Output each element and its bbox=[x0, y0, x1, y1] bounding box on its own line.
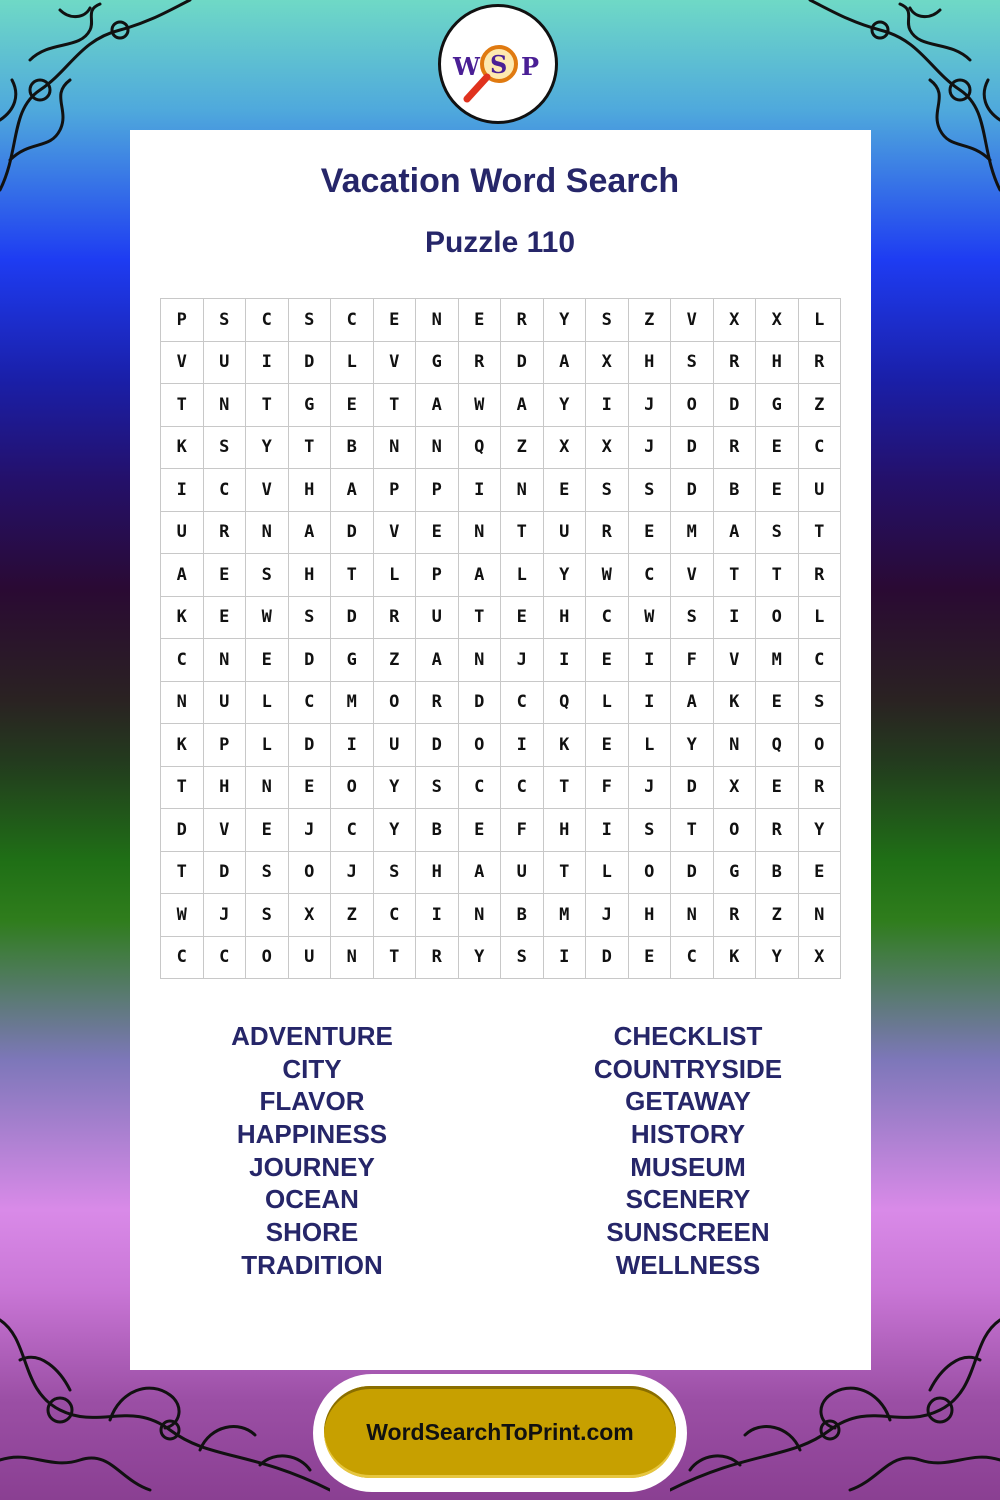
grid-cell[interactable]: Q bbox=[756, 724, 799, 767]
grid-cell[interactable]: V bbox=[373, 511, 416, 554]
grid-cell[interactable]: V bbox=[246, 469, 289, 512]
grid-cell[interactable]: X bbox=[713, 766, 756, 809]
logo-letter-s: S bbox=[490, 50, 508, 79]
grid-cell[interactable]: N bbox=[203, 384, 246, 427]
word-list-item: FLAVOR bbox=[259, 1086, 365, 1117]
grid-cell[interactable]: S bbox=[203, 426, 246, 469]
grid-cell[interactable]: J bbox=[628, 766, 671, 809]
grid-cell[interactable]: K bbox=[543, 724, 586, 767]
grid-cell[interactable]: S bbox=[628, 809, 671, 852]
grid-cell[interactable]: A bbox=[331, 469, 374, 512]
grid-cell[interactable]: F bbox=[501, 809, 544, 852]
grid-cell[interactable]: V bbox=[671, 299, 714, 342]
logo-letter-p: P bbox=[521, 52, 540, 81]
grid-cell[interactable]: R bbox=[586, 511, 629, 554]
grid-cell[interactable]: Y bbox=[373, 809, 416, 852]
grid-cell[interactable]: E bbox=[458, 299, 501, 342]
grid-cell[interactable]: C bbox=[798, 426, 841, 469]
grid-cell[interactable]: R bbox=[798, 554, 841, 597]
word-list-item: CITY bbox=[282, 1053, 342, 1084]
grid-cell[interactable]: S bbox=[288, 299, 331, 342]
grid-cell[interactable]: E bbox=[628, 936, 671, 979]
grid-row bbox=[161, 724, 841, 767]
grid-cell[interactable]: N bbox=[798, 894, 841, 937]
grid-cell[interactable]: U bbox=[416, 596, 459, 639]
word-list-item: SHORE bbox=[265, 1217, 359, 1248]
grid-cell[interactable]: C bbox=[628, 554, 671, 597]
grid-cell[interactable]: M bbox=[543, 894, 586, 937]
grid-cell[interactable]: D bbox=[713, 384, 756, 427]
grid-cell[interactable]: A bbox=[416, 384, 459, 427]
word-list-item: TRADITION bbox=[241, 1249, 383, 1280]
grid-cell[interactable]: Z bbox=[628, 299, 671, 342]
grid-cell[interactable]: V bbox=[671, 554, 714, 597]
grid-cell[interactable]: P bbox=[203, 724, 246, 767]
grid-row bbox=[161, 639, 841, 682]
grid-row bbox=[161, 894, 841, 937]
grid-cell[interactable]: A bbox=[288, 511, 331, 554]
grid-cell[interactable]: U bbox=[203, 681, 246, 724]
grid-cell[interactable]: D bbox=[331, 596, 374, 639]
grid-cell[interactable]: C bbox=[373, 894, 416, 937]
grid-row bbox=[161, 554, 841, 597]
grid-row bbox=[161, 341, 841, 384]
grid-cell[interactable]: A bbox=[501, 384, 544, 427]
grid-cell[interactable]: O bbox=[246, 936, 289, 979]
word-list-item: SUNSCREEN bbox=[606, 1217, 770, 1248]
grid-cell[interactable]: O bbox=[628, 851, 671, 894]
grid-cell[interactable]: E bbox=[416, 511, 459, 554]
grid-cell[interactable]: J bbox=[628, 426, 671, 469]
grid-cell[interactable]: T bbox=[756, 554, 799, 597]
grid-cell[interactable]: N bbox=[331, 936, 374, 979]
grid-cell[interactable]: S bbox=[373, 851, 416, 894]
grid-cell[interactable]: X bbox=[798, 936, 841, 979]
grid-row bbox=[161, 936, 841, 979]
grid-cell[interactable]: S bbox=[798, 681, 841, 724]
grid-cell[interactable]: T bbox=[543, 766, 586, 809]
grid-cell[interactable]: Y bbox=[543, 299, 586, 342]
grid-cell[interactable]: Z bbox=[373, 639, 416, 682]
grid-cell[interactable]: L bbox=[246, 681, 289, 724]
grid-cell[interactable]: X bbox=[713, 299, 756, 342]
grid-cell[interactable]: O bbox=[798, 724, 841, 767]
grid-cell[interactable]: I bbox=[628, 639, 671, 682]
grid-cell[interactable]: E bbox=[288, 766, 331, 809]
word-list-item: ADVENTURE bbox=[231, 1021, 393, 1051]
grid-cell[interactable]: Z bbox=[756, 894, 799, 937]
grid-cell[interactable]: D bbox=[671, 469, 714, 512]
grid-cell[interactable]: U bbox=[798, 469, 841, 512]
grid-cell[interactable]: X bbox=[756, 299, 799, 342]
grid-cell[interactable]: T bbox=[671, 809, 714, 852]
grid-cell[interactable]: C bbox=[203, 469, 246, 512]
grid-cell[interactable]: S bbox=[246, 554, 289, 597]
grid-cell[interactable]: M bbox=[671, 511, 714, 554]
grid-cell[interactable]: E bbox=[756, 681, 799, 724]
grid-cell[interactable]: C bbox=[501, 766, 544, 809]
grid-cell[interactable]: N bbox=[501, 469, 544, 512]
grid-cell[interactable]: D bbox=[288, 341, 331, 384]
grid-cell[interactable]: E bbox=[798, 851, 841, 894]
grid-cell[interactable]: R bbox=[798, 341, 841, 384]
word-list-left bbox=[152, 1020, 472, 1282]
grid-cell[interactable]: S bbox=[628, 469, 671, 512]
grid-cell[interactable]: I bbox=[416, 894, 459, 937]
grid-cell[interactable]: S bbox=[246, 851, 289, 894]
grid-cell[interactable]: I bbox=[543, 936, 586, 979]
grid-cell[interactable]: U bbox=[203, 341, 246, 384]
grid-cell[interactable]: X bbox=[586, 341, 629, 384]
grid-cell[interactable]: A bbox=[458, 851, 501, 894]
grid-cell[interactable]: P bbox=[416, 469, 459, 512]
grid-cell[interactable]: H bbox=[288, 554, 331, 597]
grid-cell[interactable]: L bbox=[798, 299, 841, 342]
grid-cell[interactable]: D bbox=[501, 341, 544, 384]
grid-cell[interactable]: A bbox=[458, 554, 501, 597]
grid-cell[interactable]: E bbox=[246, 809, 289, 852]
word-list-item: MUSEUM bbox=[630, 1151, 746, 1182]
word-list-item: HISTORY bbox=[630, 1119, 746, 1150]
grid-cell[interactable]: T bbox=[373, 936, 416, 979]
grid-cell[interactable]: Y bbox=[798, 809, 841, 852]
grid-cell[interactable]: R bbox=[713, 426, 756, 469]
word-list-item: JOURNEY bbox=[249, 1151, 375, 1182]
grid-cell[interactable]: D bbox=[288, 639, 331, 682]
grid-cell[interactable]: N bbox=[373, 426, 416, 469]
grid-cell[interactable]: P bbox=[161, 299, 204, 342]
grid-cell[interactable]: Y bbox=[373, 766, 416, 809]
grid-cell[interactable]: E bbox=[246, 639, 289, 682]
grid-row bbox=[161, 809, 841, 852]
wsp-logo[interactable] bbox=[438, 4, 558, 124]
grid-cell[interactable]: S bbox=[586, 299, 629, 342]
logo-letter-w: W bbox=[453, 52, 480, 81]
grid-cell[interactable]: N bbox=[161, 681, 204, 724]
grid-cell[interactable]: L bbox=[246, 724, 289, 767]
grid-cell[interactable]: G bbox=[331, 639, 374, 682]
grid-cell[interactable]: I bbox=[628, 681, 671, 724]
grid-cell[interactable]: C bbox=[288, 681, 331, 724]
grid-cell[interactable]: Y bbox=[756, 936, 799, 979]
grid-cell[interactable]: N bbox=[458, 894, 501, 937]
grid-cell[interactable]: E bbox=[543, 469, 586, 512]
grid-cell[interactable]: G bbox=[756, 384, 799, 427]
word-list-item: COUNTRYSIDE bbox=[593, 1053, 783, 1084]
grid-cell[interactable]: I bbox=[586, 809, 629, 852]
grid-cell[interactable]: L bbox=[331, 341, 374, 384]
grid-cell[interactable]: D bbox=[203, 851, 246, 894]
word-list-right bbox=[528, 1020, 848, 1282]
grid-cell[interactable]: T bbox=[501, 511, 544, 554]
word-list-item: HAPPINESS bbox=[236, 1119, 388, 1150]
grid-cell[interactable]: Q bbox=[458, 426, 501, 469]
grid-cell[interactable]: S bbox=[288, 596, 331, 639]
grid-cell[interactable]: N bbox=[416, 426, 459, 469]
word-list-item: CHECKLIST bbox=[613, 1021, 763, 1051]
grid-cell[interactable]: R bbox=[458, 341, 501, 384]
grid-cell[interactable]: A bbox=[713, 511, 756, 554]
grid-cell[interactable]: R bbox=[373, 596, 416, 639]
grid-cell[interactable]: T bbox=[713, 554, 756, 597]
grid-cell[interactable]: P bbox=[416, 554, 459, 597]
grid-cell[interactable]: F bbox=[586, 766, 629, 809]
grid-cell[interactable]: H bbox=[543, 596, 586, 639]
grid-cell[interactable]: R bbox=[416, 936, 459, 979]
grid-cell[interactable]: C bbox=[501, 681, 544, 724]
grid-cell[interactable]: R bbox=[713, 894, 756, 937]
grid-cell[interactable]: A bbox=[671, 681, 714, 724]
grid-cell[interactable]: R bbox=[798, 766, 841, 809]
grid-cell[interactable]: U bbox=[161, 511, 204, 554]
grid-cell[interactable]: E bbox=[756, 426, 799, 469]
grid-cell[interactable]: T bbox=[246, 384, 289, 427]
grid-cell[interactable]: O bbox=[458, 724, 501, 767]
grid-cell[interactable]: R bbox=[416, 681, 459, 724]
grid-cell[interactable]: T bbox=[288, 426, 331, 469]
website-link-button[interactable]: WordSearchToPrint.com bbox=[324, 1386, 676, 1478]
grid-row bbox=[161, 469, 841, 512]
grid-cell[interactable]: K bbox=[713, 936, 756, 979]
grid-cell[interactable]: C bbox=[671, 936, 714, 979]
grid-cell[interactable]: I bbox=[543, 639, 586, 682]
grid-row bbox=[161, 766, 841, 809]
grid-cell[interactable]: R bbox=[203, 511, 246, 554]
grid-cell[interactable]: C bbox=[798, 639, 841, 682]
grid-cell[interactable]: S bbox=[586, 469, 629, 512]
grid-cell[interactable]: E bbox=[458, 809, 501, 852]
grid-cell[interactable]: J bbox=[628, 384, 671, 427]
grid-cell[interactable]: C bbox=[331, 299, 374, 342]
grid-cell[interactable]: W bbox=[628, 596, 671, 639]
grid-cell[interactable]: C bbox=[161, 639, 204, 682]
grid-cell[interactable]: J bbox=[288, 809, 331, 852]
grid-cell[interactable]: L bbox=[373, 554, 416, 597]
grid-cell[interactable]: A bbox=[416, 639, 459, 682]
grid-cell[interactable]: Y bbox=[543, 384, 586, 427]
grid-cell[interactable]: L bbox=[501, 554, 544, 597]
grid-cell[interactable]: E bbox=[756, 469, 799, 512]
grid-cell[interactable]: J bbox=[586, 894, 629, 937]
grid-cell[interactable]: D bbox=[671, 851, 714, 894]
grid-cell[interactable]: D bbox=[671, 766, 714, 809]
grid-cell[interactable]: W bbox=[246, 596, 289, 639]
grid-cell[interactable]: I bbox=[713, 596, 756, 639]
grid-row bbox=[161, 851, 841, 894]
grid-cell[interactable]: E bbox=[331, 384, 374, 427]
word-list-item: SCENERY bbox=[625, 1184, 751, 1215]
grid-cell[interactable]: M bbox=[331, 681, 374, 724]
grid-cell[interactable]: L bbox=[586, 681, 629, 724]
grid-cell[interactable]: D bbox=[586, 936, 629, 979]
grid-cell[interactable]: V bbox=[373, 341, 416, 384]
grid-cell[interactable]: U bbox=[288, 936, 331, 979]
grid-cell[interactable]: D bbox=[416, 724, 459, 767]
grid-cell[interactable]: N bbox=[246, 511, 289, 554]
grid-cell[interactable]: G bbox=[416, 341, 459, 384]
grid-cell[interactable]: Z bbox=[798, 384, 841, 427]
grid-cell[interactable]: H bbox=[416, 851, 459, 894]
grid-cell[interactable]: N bbox=[203, 639, 246, 682]
grid-cell[interactable]: E bbox=[756, 766, 799, 809]
grid-cell[interactable]: S bbox=[246, 894, 289, 937]
word-list-item: GETAWAY bbox=[625, 1086, 751, 1117]
grid-cell[interactable]: T bbox=[161, 766, 204, 809]
grid-cell[interactable]: B bbox=[331, 426, 374, 469]
grid-cell[interactable]: Y bbox=[543, 554, 586, 597]
grid-cell[interactable]: L bbox=[628, 724, 671, 767]
grid-cell[interactable]: P bbox=[373, 469, 416, 512]
grid-cell[interactable]: C bbox=[203, 936, 246, 979]
grid-cell[interactable]: Z bbox=[331, 894, 374, 937]
grid-row bbox=[161, 426, 841, 469]
grid-cell[interactable]: T bbox=[161, 384, 204, 427]
grid-cell[interactable]: I bbox=[331, 724, 374, 767]
grid-cell[interactable]: X bbox=[288, 894, 331, 937]
grid-cell[interactable]: C bbox=[586, 596, 629, 639]
grid-cell[interactable]: I bbox=[161, 469, 204, 512]
grid-cell[interactable]: S bbox=[671, 596, 714, 639]
grid-cell[interactable]: I bbox=[586, 384, 629, 427]
grid-cell[interactable]: V bbox=[161, 341, 204, 384]
grid-cell[interactable]: T bbox=[543, 851, 586, 894]
grid-cell[interactable]: D bbox=[331, 511, 374, 554]
grid-cell[interactable]: J bbox=[203, 894, 246, 937]
grid-cell[interactable]: C bbox=[161, 936, 204, 979]
word-list-item: WELLNESS bbox=[615, 1249, 761, 1280]
grid-cell[interactable]: H bbox=[203, 766, 246, 809]
grid-cell[interactable]: T bbox=[161, 851, 204, 894]
grid-cell[interactable]: B bbox=[756, 851, 799, 894]
grid-cell[interactable]: J bbox=[331, 851, 374, 894]
grid-cell[interactable]: A bbox=[543, 341, 586, 384]
grid-cell[interactable]: T bbox=[331, 554, 374, 597]
grid-cell[interactable]: E bbox=[203, 596, 246, 639]
grid-row bbox=[161, 511, 841, 554]
grid-cell[interactable]: E bbox=[586, 724, 629, 767]
grid-cell[interactable]: X bbox=[586, 426, 629, 469]
grid-cell[interactable]: I bbox=[458, 469, 501, 512]
grid-cell[interactable]: E bbox=[373, 299, 416, 342]
page-title: Vacation Word Search bbox=[320, 162, 680, 200]
grid-cell[interactable]: E bbox=[586, 639, 629, 682]
grid-cell[interactable]: B bbox=[501, 894, 544, 937]
grid-cell[interactable]: O bbox=[373, 681, 416, 724]
grid-cell[interactable]: N bbox=[458, 511, 501, 554]
grid-cell[interactable]: K bbox=[161, 426, 204, 469]
grid-cell[interactable]: H bbox=[288, 469, 331, 512]
grid-cell[interactable]: L bbox=[586, 851, 629, 894]
grid-cell[interactable]: N bbox=[671, 894, 714, 937]
grid-cell[interactable]: S bbox=[756, 511, 799, 554]
grid-cell[interactable]: H bbox=[628, 341, 671, 384]
grid-cell[interactable]: E bbox=[203, 554, 246, 597]
grid-cell[interactable]: N bbox=[458, 639, 501, 682]
word-list-item: OCEAN bbox=[265, 1184, 359, 1215]
grid-cell[interactable]: E bbox=[501, 596, 544, 639]
grid-cell[interactable]: V bbox=[713, 639, 756, 682]
grid-cell[interactable]: J bbox=[501, 639, 544, 682]
grid-cell[interactable]: I bbox=[246, 341, 289, 384]
grid-cell[interactable]: S bbox=[203, 299, 246, 342]
grid-cell[interactable]: K bbox=[713, 681, 756, 724]
grid-cell[interactable]: A bbox=[161, 554, 204, 597]
grid-cell[interactable]: Y bbox=[246, 426, 289, 469]
grid-cell[interactable]: E bbox=[628, 511, 671, 554]
grid-cell[interactable]: N bbox=[713, 724, 756, 767]
grid-cell[interactable]: R bbox=[501, 299, 544, 342]
grid-cell[interactable]: W bbox=[586, 554, 629, 597]
grid-cell[interactable]: I bbox=[501, 724, 544, 767]
grid-row bbox=[161, 681, 841, 724]
grid-cell[interactable]: M bbox=[756, 639, 799, 682]
grid-cell[interactable]: D bbox=[458, 681, 501, 724]
grid-cell[interactable]: K bbox=[161, 724, 204, 767]
grid-cell[interactable]: G bbox=[288, 384, 331, 427]
grid-cell[interactable]: R bbox=[713, 341, 756, 384]
grid-row bbox=[161, 596, 841, 639]
grid-cell[interactable]: U bbox=[543, 511, 586, 554]
grid-cell[interactable]: W bbox=[161, 894, 204, 937]
grid-row bbox=[161, 299, 841, 342]
grid-cell[interactable]: C bbox=[246, 299, 289, 342]
grid-cell[interactable]: O bbox=[713, 809, 756, 852]
grid-cell[interactable]: Q bbox=[543, 681, 586, 724]
grid-cell[interactable]: D bbox=[671, 426, 714, 469]
grid-cell[interactable]: C bbox=[458, 766, 501, 809]
grid-cell[interactable]: D bbox=[161, 809, 204, 852]
grid-cell[interactable]: Y bbox=[458, 936, 501, 979]
grid-cell[interactable]: B bbox=[713, 469, 756, 512]
grid-cell[interactable]: R bbox=[756, 809, 799, 852]
grid-cell[interactable]: U bbox=[501, 851, 544, 894]
grid-cell[interactable]: T bbox=[458, 596, 501, 639]
grid-cell[interactable]: T bbox=[798, 511, 841, 554]
grid-cell[interactable]: L bbox=[798, 596, 841, 639]
grid-cell[interactable]: V bbox=[203, 809, 246, 852]
grid-cell[interactable]: X bbox=[543, 426, 586, 469]
grid-cell[interactable]: N bbox=[416, 299, 459, 342]
grid-cell[interactable]: C bbox=[331, 809, 374, 852]
grid-row bbox=[161, 384, 841, 427]
grid-cell[interactable]: Y bbox=[671, 724, 714, 767]
grid-cell[interactable]: H bbox=[756, 341, 799, 384]
grid-cell[interactable]: Z bbox=[501, 426, 544, 469]
grid-cell[interactable]: O bbox=[756, 596, 799, 639]
grid-cell[interactable]: K bbox=[161, 596, 204, 639]
grid-cell[interactable]: H bbox=[628, 894, 671, 937]
grid-cell[interactable]: S bbox=[501, 936, 544, 979]
grid-cell[interactable]: T bbox=[373, 384, 416, 427]
letter-grid bbox=[160, 298, 841, 979]
grid-cell[interactable]: O bbox=[331, 766, 374, 809]
grid-cell[interactable]: O bbox=[288, 851, 331, 894]
grid-cell[interactable]: G bbox=[713, 851, 756, 894]
grid-cell[interactable]: N bbox=[246, 766, 289, 809]
grid-cell[interactable]: S bbox=[671, 341, 714, 384]
grid-cell[interactable]: O bbox=[671, 384, 714, 427]
grid-cell[interactable]: F bbox=[671, 639, 714, 682]
grid-cell[interactable]: S bbox=[416, 766, 459, 809]
grid-cell[interactable]: H bbox=[543, 809, 586, 852]
grid-cell[interactable]: B bbox=[416, 809, 459, 852]
grid-cell[interactable]: U bbox=[373, 724, 416, 767]
puzzle-number: Puzzle 110 bbox=[424, 226, 576, 259]
grid-cell[interactable]: D bbox=[288, 724, 331, 767]
grid-cell[interactable]: W bbox=[458, 384, 501, 427]
